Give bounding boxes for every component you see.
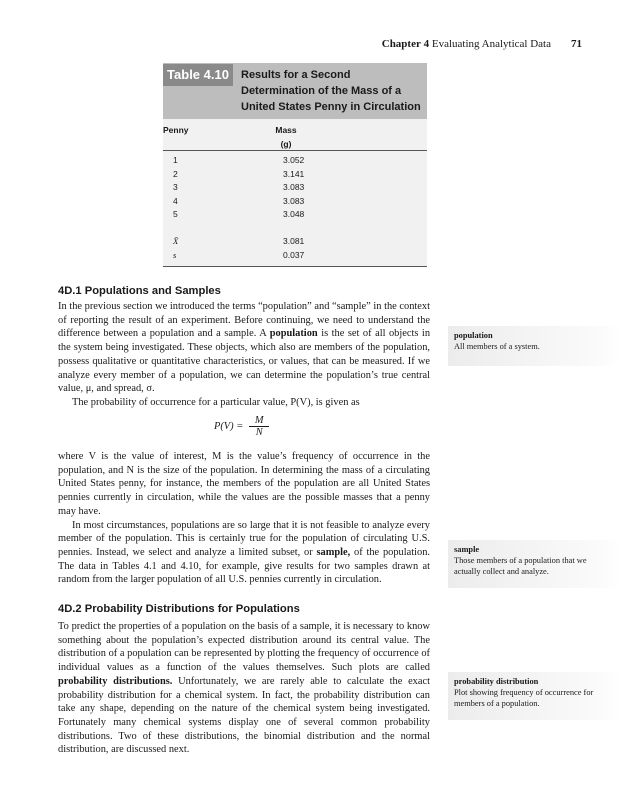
table-row [163,181,427,195]
table-rows [163,154,427,222]
chapter-label: Chapter [381,38,421,50]
sd-value: 0.037 [283,249,305,260]
text-run: To predict the properties of a population on the basis of a sample, it is necessary to know something about the population’s expected distribution around its central value. The distribution of a population can be represented by plotting the frequency of occurrence of individual values as a function of the values themselves. Such plots are called [58,621,430,674]
equation-numerator: M [254,415,264,426]
table-row [163,168,427,182]
table-row [163,154,427,168]
margin-note-population [448,326,620,366]
probability-equation [214,415,269,438]
chapter-info [382,38,551,50]
sd-row [163,249,427,263]
penny-cell: 3 [173,182,178,192]
mass-cell: 3.083 [283,182,305,192]
section1-paragraph1 [58,300,430,410]
mass-label: Mass [275,125,297,135]
table-row [163,195,427,209]
section2-paragraph1 [58,620,430,757]
sd-symbol: s [173,249,177,260]
equation-lhs: P(V) = [214,421,244,432]
column-header-penny: Penny [163,125,189,135]
table-label: Table 4.10 [163,64,233,86]
text-run: In most circumstances, populations are so large that it is not feasible to analyze every member of the population. This is certainly true for the population of circulating U.S. pennies. Instead, we select and analyze a limited subset, or [58,519,430,558]
text-run: of the population. The data in Tables 4.1 and 4.10, for example, give results for two samples drawn at random from the larger population of all U.S. pennies currently in circulation. [58,546,430,586]
chapter-number: 4 [423,38,430,50]
penny-cell: 1 [173,155,178,165]
section1-paragraph2: The probability of occurrence for a particular value, P(V), is given as [72,396,360,408]
penny-cell: 2 [173,168,178,179]
margin-term: sample [454,545,480,554]
table-rule [163,150,427,151]
section-heading-populations: 4D.1 Populations and Samples [58,285,221,297]
term-population: population [269,328,318,340]
term-probability-distributions: probability distributions. [58,675,173,687]
table-title: Results for a Second Determination of the Mass of a United States Penny in Circulation [241,69,421,113]
section1-paragraph4 [58,519,430,588]
table-bottom-rule [163,266,427,267]
margin-note-probability-distribution [448,672,620,720]
running-header [382,38,582,50]
column-header-mass [273,124,299,151]
margin-definition: Plot showing frequency of occurrence for members of a population. [454,688,594,708]
margin-definition: All members of a system. [454,342,540,351]
margin-term: probability distribution [454,677,539,686]
mass-cell: 3.052 [283,155,305,165]
section1-paragraph3: where V is the value of interest, M is the value’s frequency of occurrence in the population, and N is the size of the population. In determining the mass of a circulating United States penny, for instance, the members of the population are all United States pennies currently in circulation, while the values are the possible masses that a penny may have. [58,451,430,517]
table-statistics [163,235,427,262]
section-heading-probability-distributions: 4D.2 Probability Distributions for Populations [58,603,300,615]
text-run: Unfortunately, we are rarely able to calculate the exact probability distribution for a chemical system. In fact, the probability distribution can take any shape, depending on the nature of the chemical system being investigated. Fortunately many chemical systems display one of several common probability distributions. Two of these distributions, the binomial distribution and the normal distribution, are discussed next. [58,675,430,756]
mean-row [163,235,427,249]
term-sample: sample, [316,546,351,558]
margin-note-sample [448,540,620,588]
margin-term: population [454,331,493,340]
equation-fraction [249,415,269,438]
equation-denominator: N [255,427,263,438]
mass-cell: 3.048 [283,209,305,219]
penny-cell: 5 [173,209,178,219]
mass-unit: (g) [280,138,292,149]
mean-symbol: X̄ [173,236,179,246]
mean-value: 3.081 [283,236,305,246]
mass-cell: 3.083 [283,195,305,206]
page-number: 71 [571,38,582,50]
penny-cell: 4 [173,195,178,206]
text-run: In the previous section we introduced the terms “population” and “sample” in the context of reporting the result of an experiment. Before continuing, we need to understand the difference between a population and a sample. A [58,301,430,340]
text-run: is the set of all objects in the system being investigated. These objects, which also are members of the population, possess qualitative or quantitative characteristics, or values, that can be measured. If we analyze every member of a population, we can determine the population’s true central value, μ, and spread, σ. [58,328,431,395]
section1-body-continued [58,450,430,587]
mass-cell: 3.141 [283,168,305,179]
chapter-title: Evaluating Analytical Data [431,38,551,50]
table-row [163,208,427,222]
margin-definition: Those members of a population that we actually collect and analyze. [454,556,587,576]
